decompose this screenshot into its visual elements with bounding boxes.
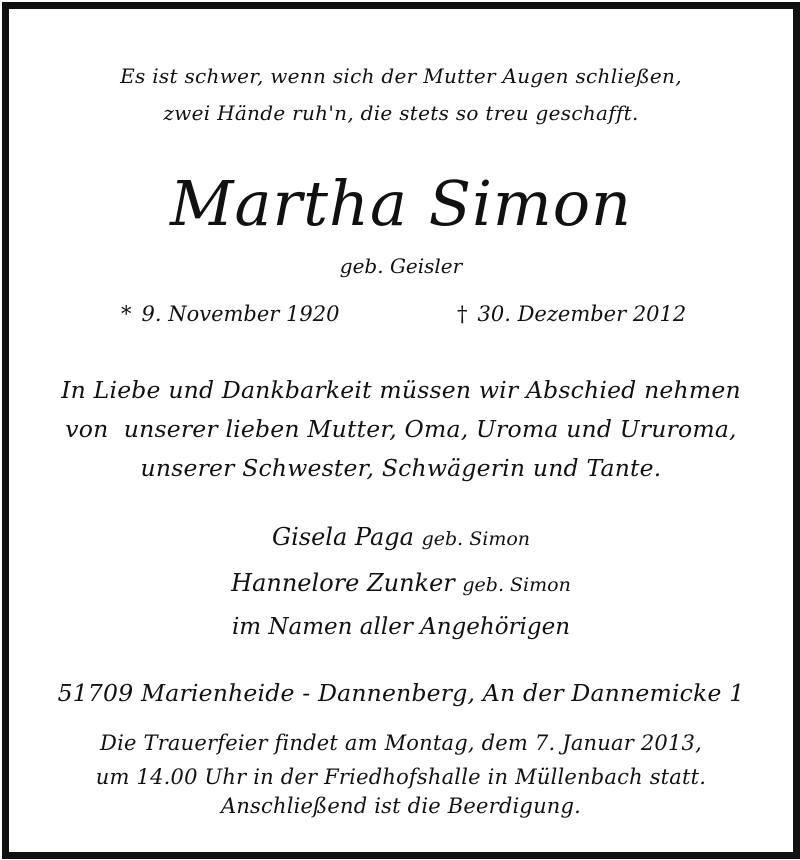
deceased-maiden-name: geb. Geisler <box>339 254 463 278</box>
service-line-3: Anschließend ist die Beerdigung. <box>220 794 582 818</box>
poem-line-2: zwei Hände ruh'n, die stets so treu geschafft. <box>163 101 639 125</box>
mourner-2-name: Hannelore Zunker <box>231 569 455 597</box>
farewell-line-3: unserer Schwester, Schwägerin und Tante. <box>140 454 662 482</box>
death-date: 30. Dezember 2012 <box>477 302 687 326</box>
mourner-1-maiden: geb. Simon <box>421 528 531 550</box>
deceased-name: Martha Simon <box>170 167 632 240</box>
obituary-notice <box>2 2 800 859</box>
death-cross-icon: † <box>457 302 468 326</box>
poem-line-1: Es ist schwer, wenn sich der Mutter Augen schließen, <box>120 64 682 88</box>
life-dates <box>9 302 793 332</box>
mourner-1 <box>9 523 793 551</box>
birth-date-group <box>121 302 339 326</box>
farewell-line-1: In Liebe und Dankbarkeit müssen wir Abschied nehmen <box>61 376 741 404</box>
on-behalf-line: im Namen aller Angehörigen <box>231 614 571 640</box>
address-line: 51709 Marienheide - Dannenberg, An der Dannemicke 1 <box>57 679 745 707</box>
mourner-2-maiden: geb. Simon <box>462 574 571 596</box>
service-line-1: Die Trauerfeier findet am Montag, dem 7. Januar 2013, <box>100 731 702 755</box>
birth-date: 9. November 1920 <box>141 302 340 326</box>
farewell-line-2: von unserer lieben Mutter, Oma, Uroma und Ururoma, <box>65 415 737 443</box>
mourner-2 <box>9 569 793 597</box>
birth-star-icon: * <box>121 302 132 326</box>
service-line-2: um 14.00 Uhr in der Friedhofshalle in Müllenbach statt. <box>95 765 707 789</box>
mourner-1-name: Gisela Paga <box>271 523 414 551</box>
death-date-group <box>457 302 686 326</box>
